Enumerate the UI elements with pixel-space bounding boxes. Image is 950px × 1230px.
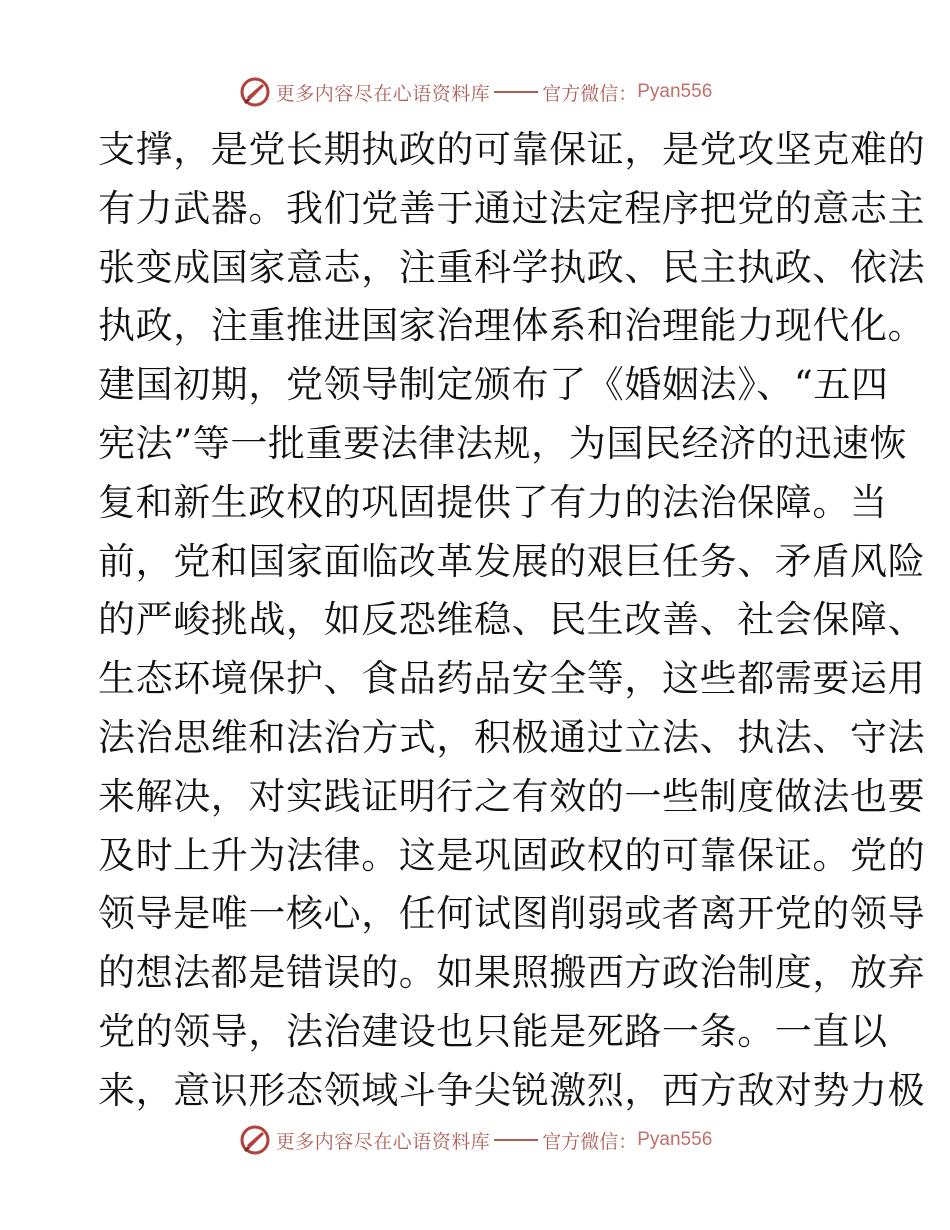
text-line: 宪法”等一批重要法律法规，为国民经济的迅速恢: [98, 421, 908, 465]
text-line: 法治思维和法治方式，积极通过立法、执法、守法: [98, 715, 926, 759]
text-line: 及时上升为法律。这是巩固政权的可靠保证。党的: [98, 833, 926, 877]
header-banner-separator: [494, 91, 538, 93]
text-line: 领导是唯一核心，任何试图削弱或者离开党的领导: [98, 892, 926, 936]
footer-official-label: 官方微信：: [542, 1130, 638, 1153]
text-line: 的想法都是错误的。如果照搬西方政治制度，放弃: [98, 951, 926, 995]
footer-banner-separator: [494, 1139, 538, 1141]
text-line: 来，意识形态领域斗争尖锐激烈，西方敌对势力极: [98, 1068, 926, 1112]
text-line: 复和新生政权的巩固提供了有力的法治保障。当: [98, 480, 888, 524]
footer-banner: [0, 1120, 950, 1160]
text-line: 建国初期，党领导制定颁布了《婚姻法》、“五四: [98, 363, 889, 407]
text-line: 张变成国家意志，注重科学执政、民主执政、依法: [98, 245, 926, 289]
footer-wechat-handle: Pyan556: [637, 1129, 713, 1150]
text-line: 执政，注重推进国家治理体系和治理能力现代化。: [98, 304, 926, 348]
text-line: 生态环境保护、食品药品安全等，这些都需要运用: [98, 657, 926, 701]
header-wechat-handle: Pyan556: [637, 81, 713, 102]
header-banner-text: 更多内容尽在心语资料库: [275, 82, 491, 105]
footer-banner-text: 更多内容尽在心语资料库: [275, 1130, 491, 1153]
header-banner: [0, 72, 950, 112]
brand-logo-icon: [238, 75, 272, 109]
text-line: 支撑，是党长期执政的可靠保证，是党攻坚克难的: [98, 128, 926, 171]
text-line: 前，党和国家面临改革发展的艰巨任务、矛盾风险: [98, 539, 926, 583]
text-line: 党的领导，法治建设也只能是死路一条。一直以: [98, 1009, 888, 1053]
text-line: 的严峻挑战，如反恐维稳、民生改善、社会保障、: [98, 598, 926, 642]
brand-logo-icon: [238, 1123, 272, 1157]
text-line: 有力武器。我们党善于通过法定程序把党的意志主: [98, 186, 926, 230]
text-line: 来解决，对实践证明行之有效的一些制度做法也要: [98, 774, 926, 818]
document-body: [98, 121, 926, 1121]
header-official-label: 官方微信：: [542, 82, 638, 105]
